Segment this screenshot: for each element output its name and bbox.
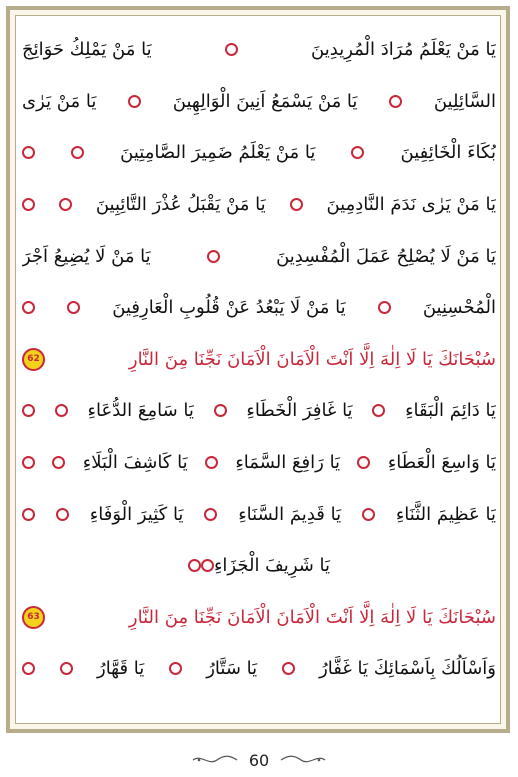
text-line [22, 230, 496, 282]
text-segment: وَاَسْاَلُكَ بِاَسْمَائِكَ يَا غَفَّارُ [319, 658, 496, 680]
text-segment: يَا شَرِيفَ الْجَزَاءِ [213, 555, 331, 577]
section-number-badge: 62 [22, 348, 45, 371]
text-segment: يَا مَنْ يَرٰى نَدَمَ النَّادِمِينَ [326, 194, 496, 216]
text-segment: بُكَاءَ الْخَائِفِينَ [400, 142, 496, 164]
verse-separator-icon [22, 662, 35, 675]
verse-separator-icon [169, 662, 182, 675]
verse-separator-icon [71, 146, 84, 159]
verse-separator-icon [55, 404, 68, 417]
right-ornament-icon [279, 753, 327, 767]
verse-separator-icon [22, 146, 35, 159]
verse-separator-icon [389, 95, 402, 108]
text-line [22, 24, 496, 76]
text-segment: يَا عَظِيمَ الثَّنَاءِ [395, 503, 496, 525]
text-line [22, 76, 496, 128]
text-line [22, 643, 496, 695]
text-segment: يَا سَتَّارُ [206, 658, 258, 680]
page-number: 60 [248, 750, 270, 770]
verse-separator-icon [67, 301, 80, 314]
text-line [22, 540, 496, 592]
verse-separator-icon [22, 456, 35, 469]
text-segment: يَا مَنْ يَعْلَمُ ضَمِيرَ الصَّامِتِينَ [120, 142, 316, 164]
text-segment: السَّائِلِينَ [433, 90, 496, 112]
text-line [22, 179, 496, 231]
verse-separator-icon [60, 662, 73, 675]
verse-separator-icon [188, 559, 201, 572]
verse-separator-icon [22, 198, 35, 211]
refrain-line [22, 334, 496, 386]
text-segment: الْمُحْسِنِينَ [422, 297, 496, 319]
text-line [22, 385, 496, 437]
text-segment: يَا قَدِيمَ السَّنَاءِ [238, 503, 342, 525]
verse-separator-icon [22, 404, 35, 417]
verse-separator-icon [207, 250, 220, 263]
verse-separator-icon [56, 508, 69, 521]
verse-separator-icon [22, 508, 35, 521]
text-segment: يَا مَنْ يَمْلِكُ حَوَائِجَ [22, 39, 152, 61]
refrain-text: سُبْحَانَكَ يَا لَا اِلٰهَ اِلَّا اَنْتَ الْاَمَانَ الْاَمَانَ نَجِّنَا مِنَ النَّارِ [128, 348, 496, 370]
verse-separator-icon [225, 43, 238, 56]
verse-separator-icon [52, 456, 65, 469]
text-segment: يَا غَافِرَ الْخَطَاءِ [246, 400, 353, 422]
verse-separator-icon [128, 95, 141, 108]
verse-separator-icon [372, 404, 385, 417]
text-segment: يَا سَامِعَ الدُّعَاءِ [87, 400, 194, 422]
text-segment: يَا مَنْ لَا يَبْعُدُ عَنْ قُلُوبِ الْعَارِفِينَ [112, 297, 346, 319]
text-line [22, 127, 496, 179]
verse-separator-icon [282, 662, 295, 675]
text-line [22, 282, 496, 334]
text-segment: يَا مَنْ يَسْمَعُ اَنِينَ الْوَالِهِينَ [172, 90, 358, 112]
verse-separator-icon [205, 456, 218, 469]
text-segment: يَا مَنْ لَا يُصْلِحُ عَمَلَ الْمُفْسِدِينَ [276, 245, 496, 267]
left-ornament-icon [191, 753, 239, 767]
text-segment: يَا قَهَّارُ [97, 658, 145, 680]
text-segment: يَا مَنْ يَقْبَلُ عُذْرَ التَّائِبِينَ [95, 194, 266, 216]
verse-separator-icon [204, 508, 217, 521]
verse-separator-icon [290, 198, 303, 211]
page-footer [0, 747, 518, 773]
text-segment: يَا وَاسِعَ الْعَطَاءِ [387, 452, 496, 474]
verse-separator-icon [351, 146, 364, 159]
text-segment: يَا كَثِيرَ الْوَفَاءِ [89, 503, 184, 525]
text-line [22, 488, 496, 540]
text-segment: يَا مَنْ يَعْلَمُ مُرَادَ الْمُرِيدِينَ [311, 39, 496, 61]
prayer-text [22, 24, 496, 695]
verse-separator-icon [214, 404, 227, 417]
refrain-text: سُبْحَانَكَ يَا لَا اِلٰهَ اِلَّا اَنْتَ الْاَمَانَ الْاَمَانَ نَجِّنَا مِنَ النَّارِ [128, 606, 496, 628]
verse-separator-icon [22, 301, 35, 314]
text-segment: يَا مَنْ لَا يُضِيعُ اَجْرَ [22, 245, 151, 267]
verse-separator-icon [59, 198, 72, 211]
verse-separator-icon [357, 456, 370, 469]
section-number-badge: 63 [22, 606, 45, 629]
refrain-line [22, 592, 496, 644]
text-line [22, 437, 496, 489]
text-segment: يَا مَنْ يَرٰى [22, 90, 97, 112]
verse-separator-icon [362, 508, 375, 521]
text-segment: يَا رَافِعَ السَّمَاءِ [235, 452, 341, 474]
verse-separator-icon [378, 301, 391, 314]
text-segment: يَا كَاشِفَ الْبَلَاءِ [82, 452, 188, 474]
verse-separator-icon [201, 559, 214, 572]
text-segment: يَا دَائِمَ الْبَقَاءِ [405, 400, 496, 422]
